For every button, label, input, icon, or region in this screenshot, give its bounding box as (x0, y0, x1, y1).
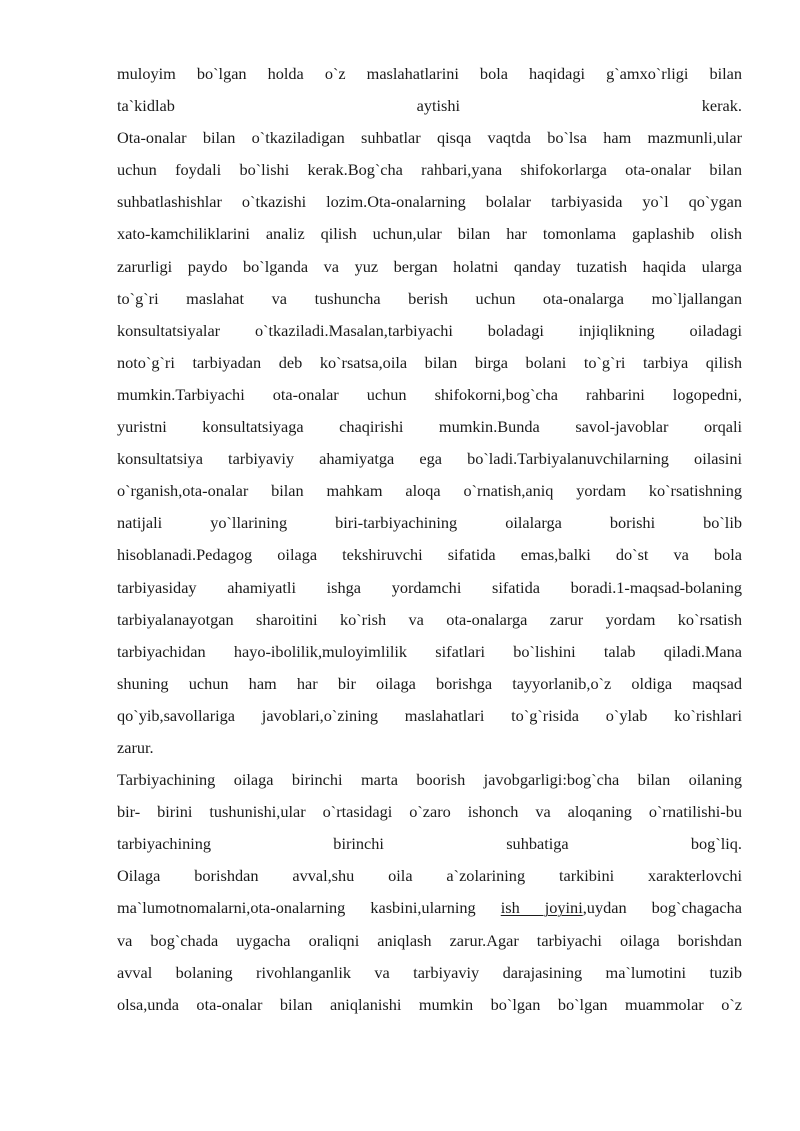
body-text (117, 58, 742, 1021)
text-line: natijali yo`llarining biri-tarbiyachining oilalarga borishi bo`lib (117, 513, 742, 533)
text-line: tarbiyachining birinchi suhbatiga bog`liq. (117, 834, 742, 854)
text-line: tarbiyasiday ahamiyatli ishga yordamchi sifatida boradi.1-maqsad-bolaning (117, 577, 742, 597)
text-line: o`rganish,ota-onalar bilan mahkam aloqa o`rnatish,aniq yordam ko`rsatishning (117, 481, 742, 501)
text-line: noto`g`ri tarbiyadan deb ko`rsatsa,oila bilan birga bolani to`g`ri tarbiya qilish (117, 352, 742, 372)
text-segment: ,uydan bog`chagacha (582, 898, 743, 918)
text-line: suhbatlashishlar o`tkazishi lozim.Ota-onalarning bolalar tarbiyasida yo`l qo`ygan (117, 192, 742, 212)
text-line: bir- birini tushunishi,ular o`rtasidagi o`zaro ishonch va aloqaning o`rnatilishi-bu (117, 802, 742, 822)
text-line: tarbiyalanayotgan sharoitini ko`rish va ota-onalarga zarur yordam ko`rsatish (117, 609, 742, 629)
text-line: olsa,unda ota-onalar bilan aniqlanishi mumkin bo`lgan bo`lgan muammolar o`z (117, 994, 742, 1014)
underlined-phrase: ish joyini (500, 898, 583, 918)
text-line: yuristni konsultatsiyaga chaqirishi mumkin.Bunda savol-javoblar orqali (117, 417, 742, 437)
text-line: shuning uchun ham har bir oilaga borishga tayyorlanib,o`z oldiga maqsad (117, 673, 742, 693)
text-line: Tarbiyachining oilaga birinchi marta boorish javobgarligi:bog`cha bilan oilaning (117, 770, 742, 790)
text-line: Ota-onalar bilan o`tkaziladigan suhbatlar qisqa vaqtda bo`lsa ham mazmunli,ular (117, 128, 742, 148)
text-line: Oilaga borishdan avval,shu oila a`zolarining tarkibini xarakterlovchi (117, 866, 742, 886)
text-line: tarbiyachidan hayo-ibolilik,muloyimlilik sifatlari bo`lishini talab qiladi.Mana (117, 641, 742, 661)
text-line: to`g`ri maslahat va tushuncha berish uchun ota-onalarga mo`ljallangan (117, 288, 742, 308)
text-line: xato-kamchiliklarini analiz qilish uchun,ular bilan har tomonlama gaplashib olish (117, 224, 742, 244)
text-line: konsultatsiyalar o`tkaziladi.Masalan,tarbiyachi boladagi injiqlikning oiladagi (117, 320, 742, 340)
text-line (117, 892, 742, 924)
text-line: va bog`chada uygacha oraliqni aniqlash zarur.Agar tarbiyachi oilaga borishdan (117, 930, 742, 950)
text-line: muloyim bo`lgan holda o`z maslahatlarini bola haqidagi g`amxo`rligi bilan (117, 64, 742, 83)
text-line: zarur. (117, 737, 154, 757)
text-line: qo`yib,savollariga javoblari,o`zining maslahatlari to`g`risida o`ylab ko`rishlari (117, 705, 742, 725)
text-line: uchun foydali bo`lishi kerak.Bog`cha rahbari,yana shifokorlarga ota-onalar bilan (117, 160, 742, 180)
text-segment: ma`lumotnomalarni,ota-onalarning kasbini,ularning (117, 898, 476, 918)
text-line: ta`kidlab aytishi kerak. (117, 96, 742, 116)
text-line: zarurligi paydo bo`lganda va yuz bergan holatni qanday tuzatish haqida ularga (117, 256, 742, 276)
text-line: konsultatsiya tarbiyaviy ahamiyatga ega bo`ladi.Tarbiyalanuvchilarning oilasini (117, 449, 742, 469)
text-line: mumkin.Tarbiyachi ota-onalar uchun shifokorni,bog`cha rahbarini logopedni, (117, 384, 742, 404)
text-line: hisoblanadi.Pedagog oilaga tekshiruvchi sifatida emas,balki do`st va bola (117, 545, 742, 565)
text-line: avval bolaning rivohlanganlik va tarbiyaviy darajasining ma`lumotini tuzib (117, 962, 742, 982)
